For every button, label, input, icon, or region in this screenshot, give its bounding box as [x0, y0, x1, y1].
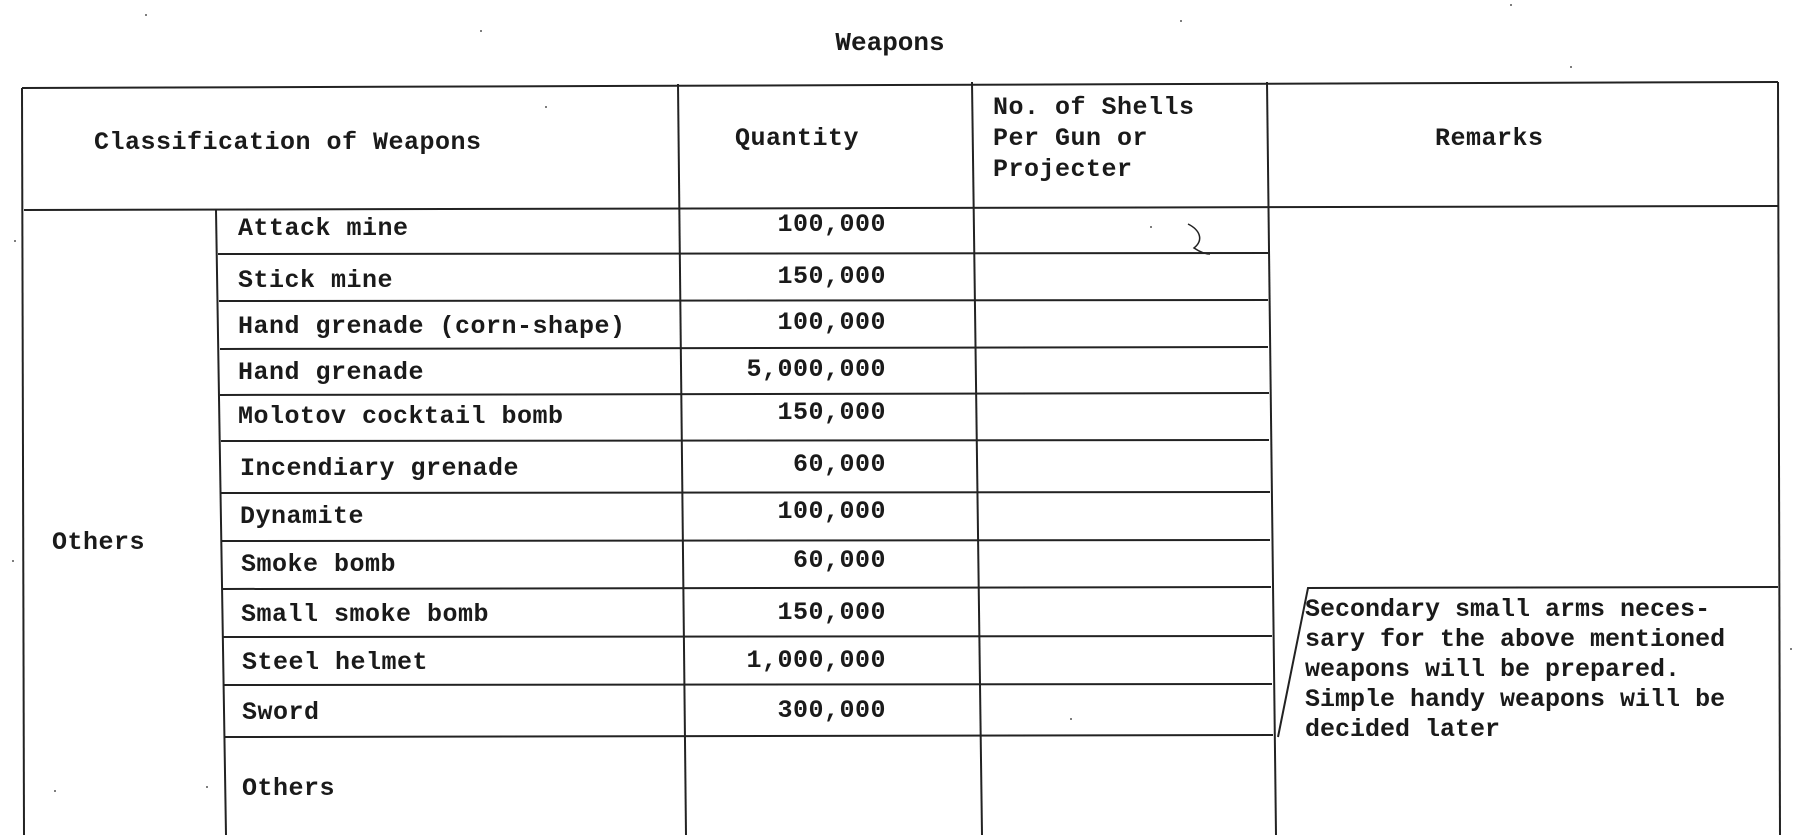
page-title: Weapons [835, 28, 945, 58]
row-item: Others [242, 774, 336, 803]
row-item: Steel helmet [242, 648, 429, 677]
row-item: Hand grenade (corn-shape) [238, 312, 626, 341]
row-item: Hand grenade [238, 358, 425, 387]
row-item: Dynamite [240, 502, 365, 531]
row-rule [218, 253, 1268, 254]
scan-speck [545, 106, 547, 108]
scan-speck [480, 30, 482, 32]
scan-speck [12, 560, 14, 562]
row-item: Molotov cocktail bomb [238, 402, 564, 431]
header-remarks: Remarks [1435, 124, 1544, 153]
row-rule [221, 492, 1270, 493]
row-rule [223, 684, 1272, 685]
row-quantity: 1,000,000 [746, 646, 886, 675]
row-quantity: 100,000 [777, 210, 886, 239]
table-top-border [22, 82, 1778, 88]
scan-speck [145, 14, 147, 16]
pencil-mark [1188, 224, 1210, 254]
row-item: Small smoke bomb [241, 600, 490, 629]
row-item: Attack mine [238, 214, 409, 243]
scan-speck [1150, 226, 1152, 228]
row-item: Smoke bomb [241, 550, 397, 579]
scan-speck [1570, 66, 1572, 68]
row-item: Incendiary grenade [240, 454, 520, 483]
row-quantity: 150,000 [777, 262, 886, 291]
row-quantity: 100,000 [777, 497, 886, 526]
row-rule [222, 540, 1270, 541]
col-rule-qty [678, 84, 686, 835]
scan-speck [1510, 4, 1512, 6]
header-quantity: Quantity [735, 124, 860, 153]
col-rule-remarks [1267, 82, 1276, 835]
remark-text: Secondary small arms neces- sary for the above mentioned weapons will be prepared. Simple handy weapons will be decided later [1305, 595, 1726, 744]
row-rule [224, 735, 1273, 737]
row-rule [220, 347, 1268, 349]
table-right-border [1778, 82, 1780, 835]
header-shells: No. of Shells Per Gun or Projecter [993, 93, 1195, 184]
row-quantity: 300,000 [777, 696, 886, 725]
scan-speck [1070, 718, 1072, 720]
group-label: Others [52, 528, 146, 557]
row-rule [222, 587, 1271, 589]
row-quantity: 60,000 [792, 450, 886, 479]
col-rule-group [216, 210, 226, 835]
scan-speck [1180, 20, 1182, 22]
row-quantity: 150,000 [777, 598, 886, 627]
row-quantity: 150,000 [777, 398, 886, 427]
scan-speck [206, 786, 208, 788]
header-bottom-rule [24, 206, 1778, 210]
scan-speck [1790, 648, 1792, 650]
scan-speck [54, 790, 56, 792]
col-rule-shells [972, 82, 982, 835]
row-quantity: 5,000,000 [746, 355, 886, 384]
row-quantity: 100,000 [777, 308, 886, 337]
row-rule [221, 440, 1269, 441]
scan-speck [14, 240, 16, 242]
row-rule [219, 300, 1268, 301]
header-classification: Classification of Weapons [94, 128, 482, 157]
row-item: Stick mine [238, 266, 394, 295]
table-left-border [22, 88, 24, 835]
row-rule [223, 636, 1272, 637]
row-rule [220, 393, 1269, 395]
row-quantity: 60,000 [792, 546, 886, 575]
row-item: Sword [242, 698, 320, 727]
